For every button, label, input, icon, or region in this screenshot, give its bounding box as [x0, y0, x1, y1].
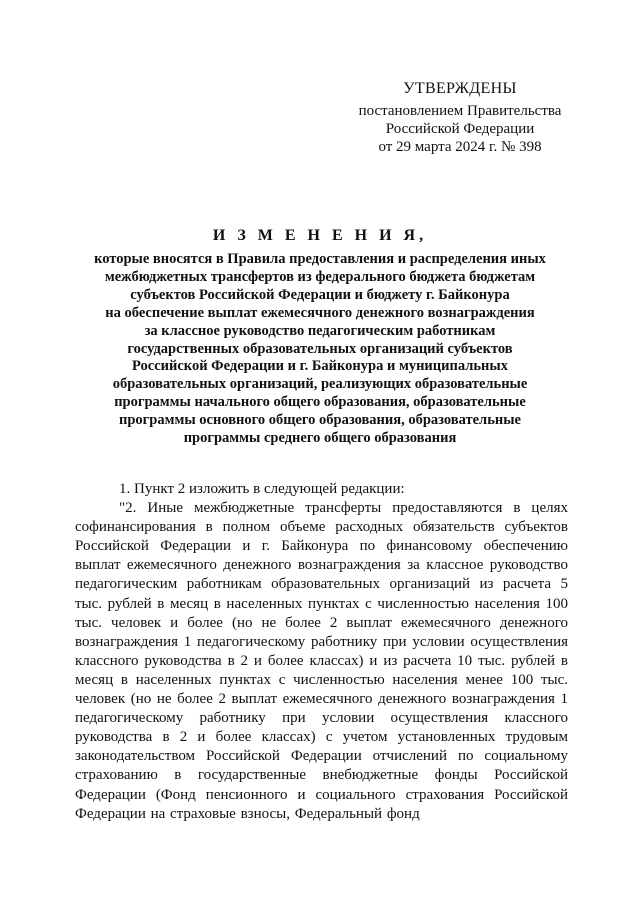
document-heading — [60, 227, 580, 448]
approval-block — [330, 80, 590, 156]
approval-line-2: Российской Федерации — [385, 121, 535, 137]
point-2-text: "2. Иные межбюджетные трансферты предоставляются в целях софинансирования в полном объеме расходных обязательств субъектов Российской Федерации и г. Байконура по финансовому обеспечению выплат ежемесячного денежного вознаграждения за классное руководство педагогическим работникам образовательных организаций из расчета 5 тыс. рублей в месяц в населенных пунктах с численностью населения 100 тыс. человек и более (но не более 2 выплат ежемесячного денежного вознаграждения 1 педагогическому работнику при условии осуществления классного руководства в 2 и более классах) и из расчета 10 тыс. рублей в месяц в населенных пунктах с численностью населения менее 100 тыс. человек (но не более 2 выплат ежемесячного денежного вознаграждения 1 педагогическому работнику при условии осуществления классного руководства в 2 и более классах) с учетом установленных трудовым законодательством Российской Федерации отчислений по социальному страхованию в государственные внебюджетные фонды Российской Федерации (Фонд пенсионного и социального страхования Российской Федерации на страховые взносы, Федеральный фонд — [75, 500, 568, 822]
approval-line-3: от 29 марта 2024 г. № 398 — [378, 139, 542, 155]
document-body — [75, 480, 568, 824]
approval-title: УТВЕРЖДЕНЫ — [403, 80, 517, 97]
point-1: 1. Пункт 2 изложить в следующей редакции: — [119, 481, 405, 497]
document-subtitle: которые вносятся в Правила предоставления и распределения иных межбюджетных трансфертов из федерального бюджета бюджетам субъектов Российской Федерации и бюджету г. Байконура на обеспечение выплат ежемесячного денежного вознаграждения за классное руководство педагогическим работникам государственных образовательных организаций субъектов Российской Федерации и г. Байконура и муниципальных образовательных организаций, реализующих образовательные программы начального общего образования, образовательные программы основного общего образования, образовательные программы среднего общего образования — [94, 251, 546, 447]
document-title: И З М Е Н Е Н И Я, — [212, 227, 428, 244]
approval-line-1: постановлением Правительства — [358, 103, 562, 119]
